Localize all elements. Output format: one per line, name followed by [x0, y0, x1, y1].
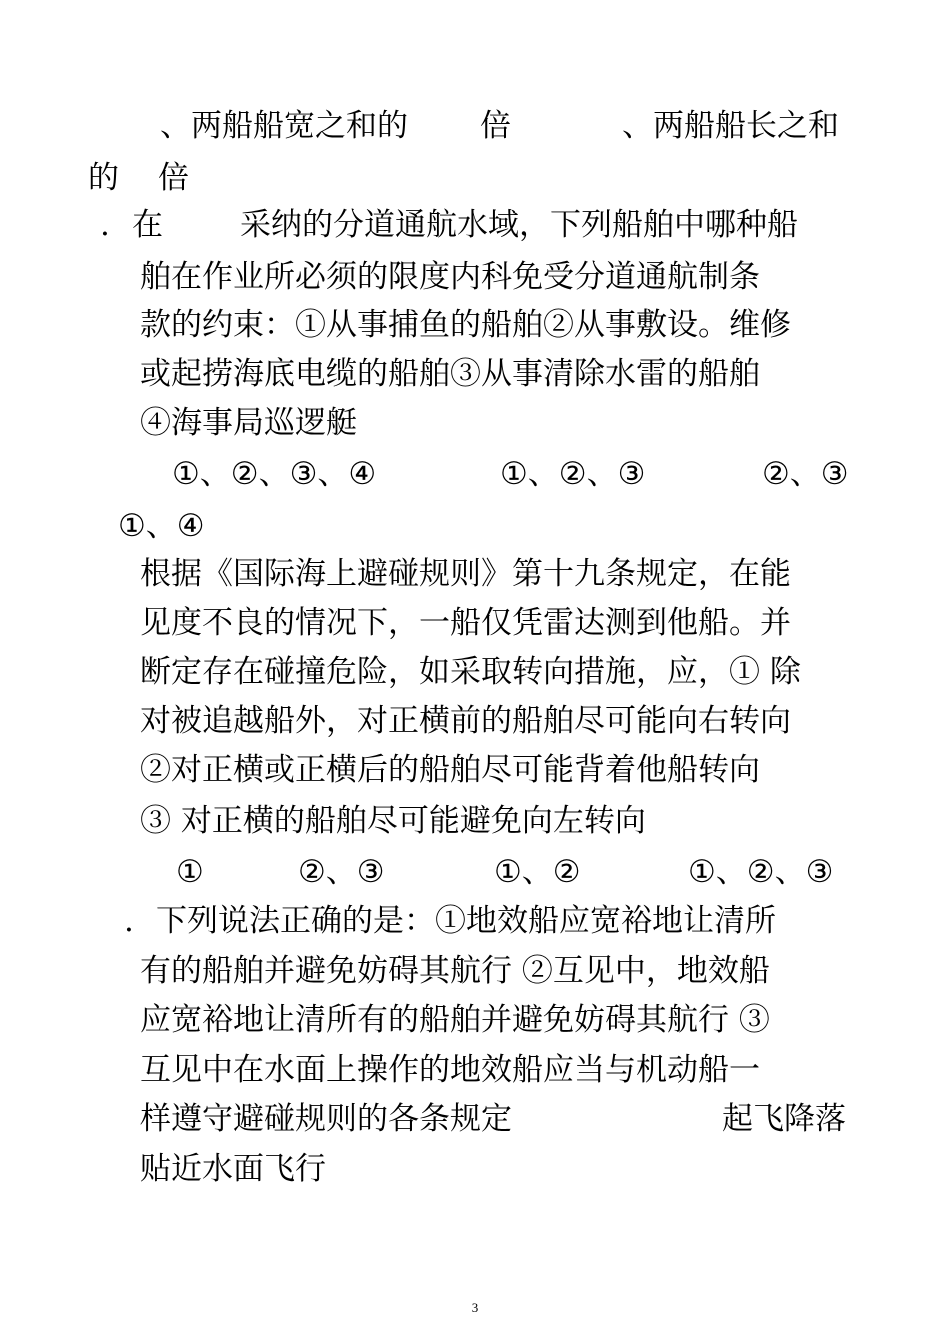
q3-option-b: ②、③: [298, 854, 385, 890]
q2-options-line-2: [0, 507, 205, 545]
q4-number: .: [124, 903, 134, 939]
q1-options-line-2: [0, 159, 189, 197]
q3-option-c: ①、②: [494, 854, 581, 890]
q1-option-b: 、两船船长之和: [622, 108, 839, 144]
q1-option-b-unit: 倍: [158, 160, 189, 196]
q4-option-takeoff: 起飞降落: [722, 1101, 846, 1137]
q4-stem-line-3: 应宽裕地让清所有的船舶并避免妨碍其航行 ③: [140, 1002, 770, 1038]
q2-option-d: ①、④: [118, 508, 205, 544]
q2-stem-text: 采纳的分道通航水域，下列船舶中哪种船: [240, 207, 798, 243]
q1-option-a: 、两船船宽之和的: [160, 108, 408, 144]
page-number: 3: [471, 1300, 479, 1315]
q2-stem-line-2: 舶在作业所必须的限度内科免受分道通航制条: [140, 259, 760, 295]
q2-option-a: ①、②、③、④: [172, 456, 377, 492]
q3-option-a: ①: [176, 854, 204, 890]
q4-stem-line-1: [0, 902, 776, 940]
q2-stem-line-1: [0, 206, 798, 244]
q1-option-b-cont: 的: [88, 160, 119, 196]
q3-options-line: [0, 853, 834, 891]
q2-stem-line-5: ④海事局巡逻艇: [140, 405, 357, 441]
q1-option-a-unit: 倍: [480, 108, 511, 144]
q2-stem-line-4: 或起捞海底电缆的船舶③从事清除水雷的船舶: [140, 356, 760, 392]
q2-number: .: [100, 207, 110, 243]
q3-stem-line-4: 对被追越船外，对正横前的船舶尽可能向右转向: [140, 703, 791, 739]
q4-stem-text-5a: 样遵守避碰规则的各条规定: [140, 1101, 512, 1137]
q3-option-d: ①、②、③: [688, 854, 834, 890]
q2-stem-lead: 在: [132, 207, 163, 243]
q3-stem-line-6: ③ 对正横的船舶尽可能避免向左转向: [140, 803, 646, 839]
q4-stem-text: 下列说法正确的是：①地效船应宽裕地让清所: [156, 903, 776, 939]
q2-option-c: ②、③: [762, 456, 849, 492]
q3-stem-line-1: 根据《国际海上避碰规则》第十九条规定，在能: [140, 556, 791, 592]
q4-stem-line-4: 互见中在水面上操作的地效船应当与机动船一: [140, 1052, 760, 1088]
q4-stem-line-2: 有的船舶并避免妨碍其航行 ②互见中，地效船: [140, 953, 770, 989]
q4-stem-line-5: [0, 1100, 846, 1138]
q3-stem-line-3: 断定存在碰撞危险，如采取转向措施，应，① 除: [140, 654, 801, 690]
q2-options-line: [0, 455, 849, 493]
q2-option-b: ①、②、③: [500, 456, 646, 492]
q3-stem-line-5: ②对正横或正横后的船舶尽可能背着他船转向: [140, 752, 760, 788]
q3-stem-line-2: 见度不良的情况下，一船仅凭雷达测到他船。并: [140, 605, 791, 641]
q1-options-line: [0, 107, 839, 145]
q4-option-low-flight: 贴近水面飞行: [140, 1151, 326, 1187]
q2-stem-line-3: 款的约束：①从事捕鱼的船舶②从事敷设。维修: [140, 307, 791, 343]
